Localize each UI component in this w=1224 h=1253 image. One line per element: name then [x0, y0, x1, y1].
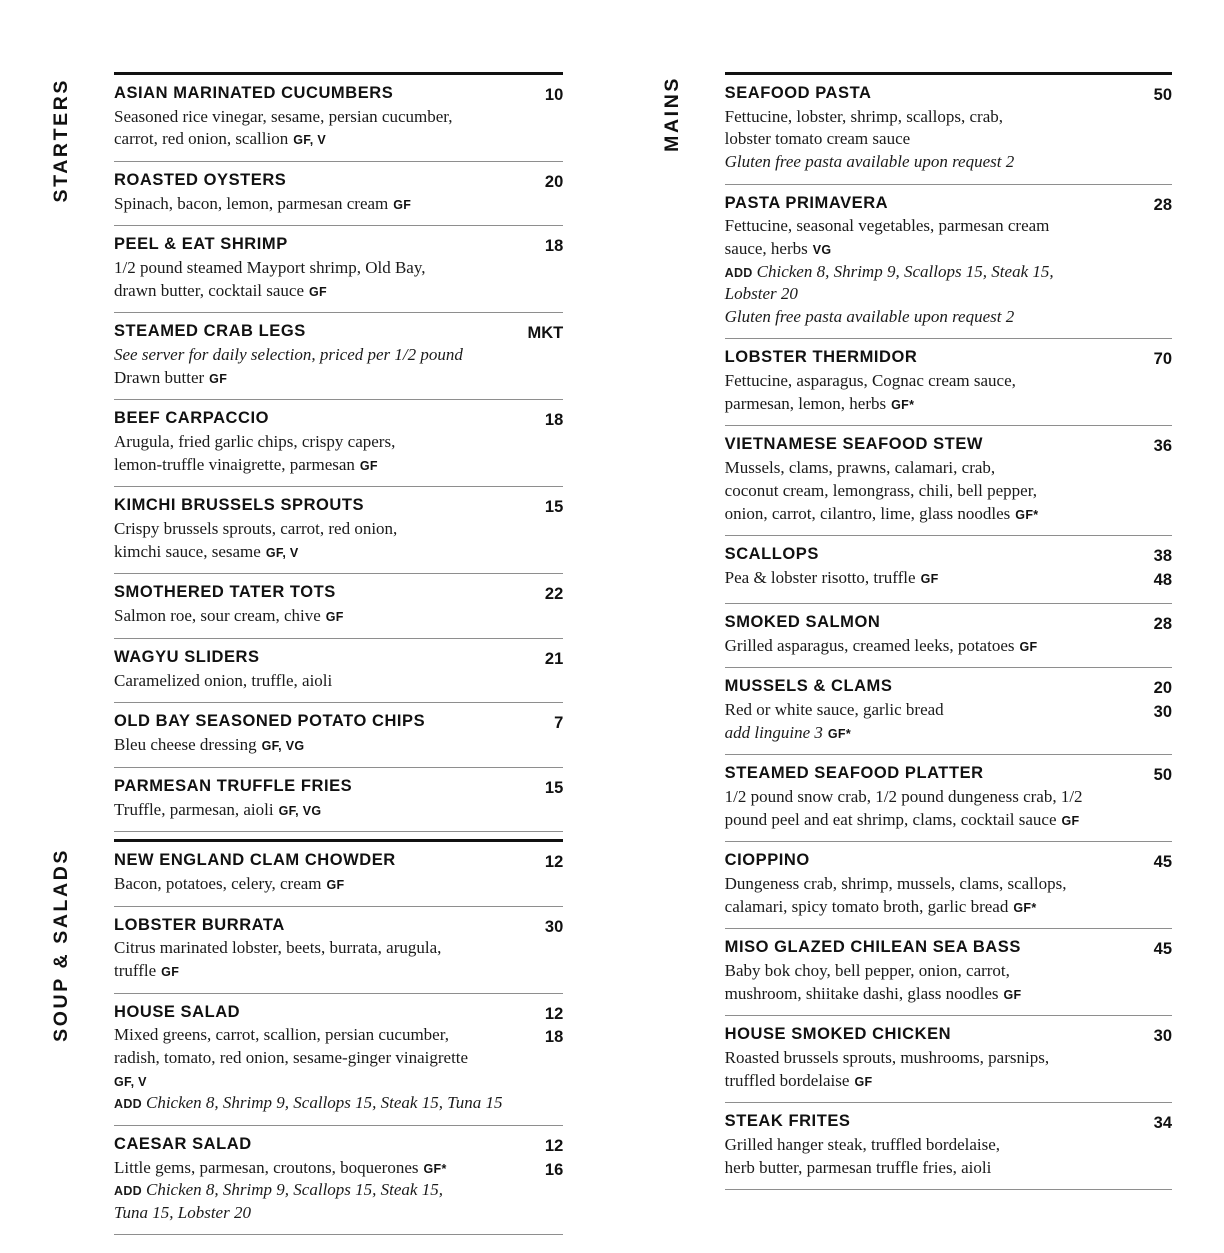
dietary-tag: GF, V	[114, 1074, 147, 1089]
section-bottom-rule	[725, 1189, 1172, 1190]
item-description-line: 1/2 pound steamed Mayport shrimp, Old Bay,	[114, 258, 426, 278]
section-label-mains: MAINS	[660, 76, 683, 152]
menu-item-main	[114, 648, 523, 692]
dietary-tag: GF, V	[293, 133, 326, 148]
price-value: 45	[1153, 853, 1172, 872]
item-description-line: See server for daily selection, priced per 1/2 pound	[114, 345, 463, 365]
item-description-line: Grilled asparagus, creamed leeks, potatoes GF	[724, 635, 1038, 655]
price-value: 30	[544, 917, 564, 936]
menu-item	[725, 426, 1172, 535]
menu-item-name: LOBSTER BURRATA	[114, 915, 285, 934]
mains-item-list	[725, 75, 1172, 1190]
menu-item-price	[523, 235, 563, 259]
menu-item-name: PEEL & EAT SHRIMP	[114, 235, 288, 254]
item-description-line: onion, carrot, cilantro, lime, glass noodles GF*	[724, 503, 1039, 523]
menu-item-name: MISO GLAZED CHILEAN SEA BASS	[724, 938, 1021, 957]
menu-item	[725, 1103, 1172, 1189]
menu-item-price	[1132, 194, 1172, 218]
menu-item-name: VIETNAMESE SEAFOOD STEW	[724, 435, 983, 454]
menu-item-name: ROASTED OYSTERS	[114, 171, 287, 190]
menu-item-price	[523, 171, 563, 195]
menu-item-main	[725, 348, 1132, 415]
menu-item-main	[114, 84, 523, 151]
item-description-line: Gluten free pasta available upon request 2	[724, 152, 1015, 172]
price-value: 48	[1153, 571, 1172, 590]
menu-item	[114, 1126, 563, 1235]
menu-item-price	[523, 1135, 563, 1183]
menu-item	[114, 226, 563, 312]
menu-item-main	[725, 84, 1132, 174]
menu-item-price	[1132, 348, 1172, 372]
menu-item	[725, 75, 1172, 184]
price-value: 20	[544, 173, 564, 192]
price-value: 21	[544, 649, 564, 668]
menu-item-price	[523, 916, 563, 940]
menu-item-price	[523, 648, 563, 672]
menu-item-description	[114, 1157, 509, 1225]
item-description-line: herb butter, parmesan truffle fries, aioli	[724, 1157, 992, 1177]
menu-item-description	[114, 344, 509, 389]
item-description-line: Truffle, parmesan, aioli GF, VG	[114, 799, 322, 819]
item-description-line: truffled bordelaise GF	[724, 1070, 873, 1090]
menu-item-price	[1132, 851, 1172, 875]
menu-item-name: SEAFOOD PASTA	[724, 84, 872, 102]
menu-item-name: HOUSE SMOKED CHICKEN	[724, 1025, 952, 1044]
item-description-line: Red or white sauce, garlic bread	[724, 700, 944, 720]
item-description-line: 1/2 pound snow crab, 1/2 pound dungeness crab, 1/2	[724, 787, 1083, 807]
dietary-tag: GF	[325, 610, 344, 625]
menu-item-name: STEAMED CRAB LEGS	[114, 322, 306, 341]
dietary-tag: GF	[161, 964, 180, 979]
price-value: 10	[544, 86, 564, 104]
menu-item-name: PARMESAN TRUFFLE FRIES	[114, 776, 353, 795]
item-description-line: coconut cream, lemongrass, chili, bell pepper,	[724, 480, 1037, 500]
price-value: 34	[1153, 1114, 1172, 1133]
section-body-starters	[114, 72, 563, 842]
item-description-line: drawn butter, cocktail sauce GF	[114, 280, 327, 300]
price-value: 28	[1153, 195, 1172, 214]
item-description-line: lobster tomato cream sauce	[724, 129, 911, 149]
menu-item	[114, 703, 563, 766]
menu-item-main	[725, 194, 1132, 329]
price-value: 50	[1153, 86, 1172, 104]
item-description-line: mushroom, shiitake dashi, glass noodles GF	[724, 983, 1022, 1003]
dietary-tag: GF	[854, 1074, 873, 1089]
menu-item-main	[725, 1112, 1132, 1179]
item-description-line: Salmon roe, sour cream, chive GF	[114, 606, 344, 626]
menu-item-description	[114, 799, 509, 822]
menu-item	[725, 668, 1172, 754]
item-description-line: parmesan, lemon, herbs GF*	[724, 393, 915, 413]
item-description-line: radish, tomato, red onion, sesame-ginger vinaigrette	[114, 1047, 469, 1067]
dietary-tag: GF	[393, 197, 412, 212]
dietary-tag: GF	[326, 877, 345, 892]
menu-item-description	[725, 873, 1118, 918]
item-description-line: Seasoned rice vinegar, sesame, persian cucumber,	[114, 106, 453, 126]
menu-item-description	[725, 215, 1118, 328]
item-description-line: Fettucine, asparagus, Cognac cream sauce,	[724, 371, 1016, 391]
menu-item-main	[725, 851, 1132, 918]
item-description-line: Gluten free pasta available upon request 2	[724, 306, 1015, 326]
section-label-rail-starters	[52, 72, 114, 842]
menu-item-name: PASTA PRIMAVERA	[724, 193, 889, 212]
menu-item-price	[523, 583, 563, 607]
menu-item-description	[114, 734, 509, 757]
menu-item-description	[725, 567, 1118, 590]
menu-item-main	[114, 322, 523, 389]
menu-item-price	[1132, 545, 1172, 593]
price-value: MKT	[527, 324, 564, 343]
item-description-line: truffle GF	[114, 960, 180, 980]
menu-item-price	[523, 851, 563, 875]
price-value: 12	[544, 1004, 564, 1023]
dietary-tag: GF	[359, 458, 378, 473]
item-description-line: Pea & lobster risotto, truffle GF	[724, 567, 939, 587]
menu-item-description	[114, 1024, 509, 1114]
menu-item-description	[725, 786, 1118, 831]
dietary-tag: GF	[920, 571, 939, 586]
price-value: 20	[1153, 679, 1172, 698]
item-description-line: Lobster 20	[724, 284, 798, 304]
menu-item-name: KIMCHI BRUSSELS SPROUTS	[114, 496, 365, 515]
menu-item	[114, 400, 563, 486]
soup-salads-item-list	[114, 842, 563, 1235]
menu-item-main	[114, 1003, 523, 1115]
menu-item-description	[725, 699, 1118, 744]
section-body-mains	[725, 72, 1172, 1190]
price-value: 18	[544, 411, 564, 430]
menu-item-description	[725, 1047, 1118, 1092]
dietary-tag: GF*	[827, 726, 851, 741]
menu-item-price	[523, 84, 563, 108]
item-description-line: lemon-truffle vinaigrette, parmesan GF	[114, 454, 378, 474]
menu-item-description	[114, 431, 509, 476]
menu-item	[114, 574, 563, 637]
menu-item-description	[725, 635, 1118, 658]
price-value: 18	[544, 237, 564, 256]
menu-item-main	[114, 916, 523, 983]
section-divider-double	[114, 831, 563, 842]
menu-item-description	[114, 106, 509, 151]
dietary-tag: GF	[309, 284, 327, 299]
menu-item-main	[725, 545, 1132, 589]
item-description-line: Caramelized onion, truffle, aioli	[114, 670, 333, 690]
dietary-tag: GF	[209, 371, 228, 386]
menu-item	[725, 929, 1172, 1015]
item-description-line: Fettucine, seasonal vegetables, parmesan cream	[724, 216, 1050, 236]
menu-item-description	[114, 518, 509, 563]
menu-column-right	[660, 72, 1172, 1213]
price-value: 12	[544, 853, 564, 872]
menu-item-main	[114, 583, 523, 627]
menu-item-name: SMOKED SALMON	[724, 612, 881, 631]
menu-item-price	[1132, 1025, 1172, 1049]
menu-item-price	[523, 1003, 563, 1051]
menu-item-main	[725, 435, 1132, 525]
menu-item-name: MUSSELS & CLAMS	[724, 677, 893, 696]
menu-item-description	[114, 873, 509, 896]
item-description-line: Tuna 15, Lobster 20	[114, 1202, 251, 1222]
dietary-tag: GF*	[1013, 900, 1037, 915]
dietary-tag: GF*	[423, 1161, 447, 1176]
addon-label: ADD	[724, 265, 753, 280]
menu-item-name: STEAK FRITES	[724, 1112, 851, 1131]
menu-item-main	[114, 171, 523, 215]
menu-item	[114, 487, 563, 573]
item-description-line: Grilled hanger steak, truffled bordelaise,	[724, 1135, 1001, 1155]
menu-item-price	[523, 712, 563, 736]
addon-label: ADD	[114, 1184, 142, 1199]
menu-item-name: ASIAN MARINATED CUCUMBERS	[114, 84, 394, 102]
menu-item-name: NEW ENGLAND CLAM CHOWDER	[114, 851, 396, 870]
menu-item-main	[725, 764, 1132, 831]
item-description-line: Citrus marinated lobster, beets, burrata, arugula,	[114, 938, 442, 958]
menu-item-name: CAESAR SALAD	[114, 1134, 252, 1153]
price-value: 7	[554, 714, 564, 733]
item-description-line: add linguine 3 GF*	[724, 722, 851, 742]
menu-item-main	[114, 1135, 523, 1225]
menu-item-price	[1132, 677, 1172, 725]
menu-item-main	[114, 496, 523, 563]
dietary-tag: GF, VG	[278, 803, 322, 818]
menu-item-main	[114, 777, 523, 821]
menu-item-description	[114, 670, 509, 693]
menu-item-main	[114, 712, 523, 756]
item-description-line: Arugula, fried garlic chips, crispy capers,	[114, 432, 396, 452]
price-value: 30	[1153, 703, 1172, 722]
item-description-line: Spinach, bacon, lemon, parmesan cream GF	[114, 193, 412, 213]
menu-section-soup-salads	[52, 842, 563, 1235]
menu-item-price	[1132, 938, 1172, 962]
section-label-rail-soup-salads	[52, 842, 114, 1235]
price-value: 36	[1153, 437, 1172, 456]
menu-item-price	[1132, 1112, 1172, 1136]
menu-item-price	[1132, 84, 1172, 108]
menu-section-starters	[52, 72, 563, 842]
item-description-line: pound peel and eat shrimp, clams, cocktail sauce GF	[724, 809, 1080, 829]
price-value: 15	[544, 778, 564, 797]
item-description-line: sauce, herbs VG	[724, 239, 832, 259]
dietary-tag: GF*	[891, 397, 915, 412]
item-description-line: Bacon, potatoes, celery, cream GF	[114, 873, 345, 893]
menu-item	[114, 162, 563, 225]
price-value: 15	[544, 498, 564, 517]
price-value: 30	[1153, 1027, 1172, 1046]
menu-item	[725, 842, 1172, 928]
menu-item	[725, 339, 1172, 425]
item-description-line: Drawn butter GF	[114, 367, 228, 387]
price-value: 38	[1153, 547, 1172, 566]
menu-item-name: BEEF CARPACCIO	[114, 409, 269, 428]
item-description-line: Roasted brussels sprouts, mushrooms, parsnips,	[724, 1048, 1050, 1068]
menu-item	[725, 755, 1172, 841]
menu-item-main	[114, 235, 523, 302]
menu-item-description	[114, 257, 509, 302]
item-description-line: Dungeness crab, shrimp, mussels, clams, scallops,	[724, 874, 1067, 894]
menu-item-price	[1132, 613, 1172, 637]
price-value: 16	[544, 1160, 564, 1179]
price-value: 18	[544, 1028, 564, 1047]
menu-item-name: HOUSE SALAD	[114, 1002, 241, 1021]
menu-item-price	[1132, 764, 1172, 788]
section-body-soup-salads	[114, 842, 563, 1235]
dietary-tag: GF	[1003, 987, 1022, 1002]
menu-item-description	[725, 106, 1118, 174]
dietary-tag: GF	[1061, 813, 1080, 828]
item-description-line: Little gems, parmesan, croutons, boquerones GF*	[114, 1157, 447, 1177]
item-description-line: calamari, spicy tomato broth, garlic bread GF*	[724, 896, 1037, 916]
item-description-line: Bleu cheese dressing GF, VG	[114, 735, 305, 755]
menu-item-description	[725, 457, 1118, 525]
item-description-line: Fettucine, lobster, shrimp, scallops, crab,	[724, 106, 1003, 126]
dietary-tag: GF, V	[265, 545, 299, 560]
menu-section-mains	[660, 72, 1172, 1190]
dietary-tag: GF*	[1015, 507, 1039, 522]
price-value: 70	[1153, 350, 1172, 369]
menu-item	[725, 536, 1172, 603]
menu-item-name: SCALLOPS	[724, 545, 819, 564]
section-bottom-rule	[114, 1234, 563, 1235]
section-label-soup-salads: SOUP & SALADS	[50, 848, 72, 1042]
menu-item-price	[523, 496, 563, 520]
menu-item-name: LOBSTER THERMIDOR	[724, 348, 918, 367]
dietary-tag: GF, VG	[261, 739, 305, 754]
menu-item-main	[725, 938, 1132, 1005]
column-gutter	[563, 72, 662, 1213]
menu-item-name: STEAMED SEAFOOD PLATTER	[724, 764, 984, 783]
menu-item-main	[114, 851, 523, 895]
starters-item-list	[114, 75, 563, 842]
menu-item-price	[1132, 435, 1172, 459]
item-description-line: carrot, red onion, scallion GF, V	[114, 129, 326, 149]
addon-label: ADD	[114, 1097, 142, 1112]
menu-item	[114, 907, 563, 993]
menu-item	[725, 604, 1172, 667]
menu-item	[114, 842, 563, 905]
item-description-line: Baby bok choy, bell pepper, onion, carrot,	[724, 961, 1010, 981]
item-addon-line: ADD Chicken 8, Shrimp 9, Scallops 15, Steak 15,	[724, 261, 1054, 281]
menu-column-left	[50, 72, 564, 1222]
menu-item-description	[114, 605, 509, 628]
item-addon-line: ADD Chicken 8, Shrimp 9, Scallops 15, Steak 15, Tuna 15	[114, 1093, 503, 1113]
item-description-line: Mussels, clams, prawns, calamari, crab,	[724, 458, 996, 478]
menu-item	[114, 639, 563, 702]
menu-item-name: OLD BAY SEASONED POTATO CHIPS	[114, 712, 426, 731]
menu-item-price	[523, 409, 563, 433]
menu-item	[114, 994, 563, 1125]
menu-item	[725, 1016, 1172, 1102]
menu-item-price	[523, 322, 563, 346]
price-value: 50	[1153, 766, 1172, 785]
price-value: 28	[1153, 614, 1172, 633]
menu-item	[114, 768, 563, 831]
menu-item-description	[725, 960, 1118, 1005]
menu-item-name: SMOTHERED TATER TOTS	[114, 583, 336, 602]
item-addon-line: ADD Chicken 8, Shrimp 9, Scallops 15, Steak 15,	[114, 1180, 443, 1200]
menu-item	[114, 75, 563, 161]
dietary-tag: VG	[812, 243, 832, 258]
item-description-line: Mixed greens, carrot, scallion, persian cucumber,	[114, 1025, 449, 1045]
item-description-line: Crispy brussels sprouts, carrot, red onion,	[114, 519, 398, 539]
menu-item-description	[114, 937, 509, 982]
menu-item-main	[725, 1025, 1132, 1092]
section-label-starters: STARTERS	[50, 78, 72, 203]
menu-item-main	[725, 677, 1132, 744]
menu-item-description	[725, 1134, 1118, 1179]
menu-item-description	[114, 193, 509, 216]
price-value: 12	[544, 1136, 564, 1155]
price-value: 45	[1153, 940, 1172, 959]
menu-item-description	[725, 370, 1118, 415]
menu-item-main	[725, 613, 1132, 657]
menu-item-name: WAGYU SLIDERS	[114, 647, 260, 666]
menu-item	[725, 185, 1172, 339]
dietary-tag: GF	[1019, 639, 1038, 654]
menu-item	[114, 313, 563, 399]
item-description-line	[114, 1070, 509, 1093]
menu-item-name: CIOPPINO	[724, 851, 810, 870]
section-label-rail-mains	[660, 72, 725, 1190]
item-description-line: kimchi sauce, sesame GF, V	[114, 541, 299, 561]
price-value: 22	[544, 585, 564, 604]
menu-item-price	[523, 777, 563, 801]
menu-item-main	[114, 409, 523, 476]
